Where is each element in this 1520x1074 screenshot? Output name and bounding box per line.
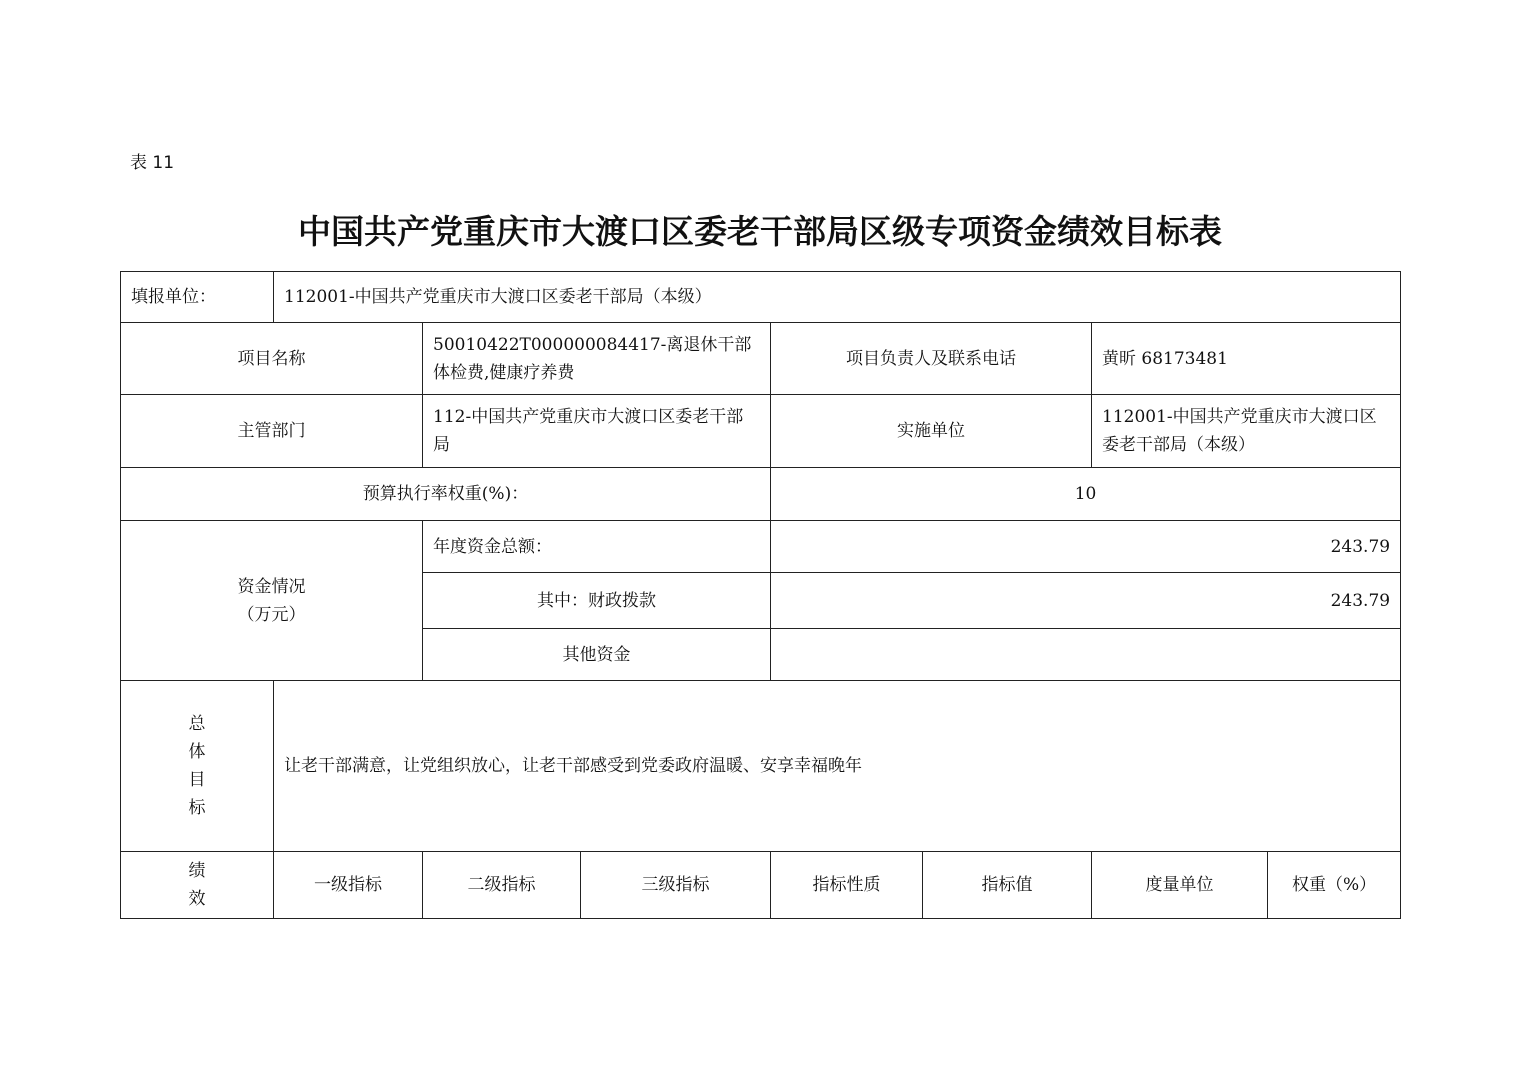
performance-label-char: 效: [188, 889, 206, 909]
project-row: [121, 323, 1401, 395]
funds-label-line1: 资金情况: [237, 576, 306, 597]
header-measure-unit: 度量单位: [1092, 852, 1268, 919]
dept-row: [121, 395, 1401, 468]
project-name-value: 50010422T000000084417-离退休干部体检费,健康疗养费: [423, 323, 771, 395]
funds-fiscal-value: 243.79: [771, 573, 1401, 629]
funds-total-label: 年度资金总额：: [423, 521, 771, 573]
unit-row: [121, 272, 1401, 323]
impl-unit-value: 112001-中国共产党重庆市大渡口区委老干部局（本级）: [1092, 395, 1401, 468]
project-contact-label: 项目负责人及联系电话: [771, 323, 1092, 395]
unit-value: 112001-中国共产党重庆市大渡口区委老干部局（本级）: [274, 272, 1401, 323]
goal-value: 让老干部满意，让党组织放心，让老干部感受到党委政府温暖、安享幸福晚年: [274, 681, 1401, 852]
header-indicator-nature: 指标性质: [771, 852, 923, 919]
budget-weight-row: [121, 468, 1401, 521]
funds-total-row: [121, 521, 1401, 573]
project-name-label: 项目名称: [121, 323, 423, 395]
unit-label: 填报单位：: [121, 272, 274, 323]
performance-label: [121, 852, 274, 919]
table-number-label: 表 11: [130, 153, 175, 173]
funds-total-value: 243.79: [771, 521, 1401, 573]
funds-label: [121, 521, 423, 681]
goal-label-char: 标: [188, 798, 206, 818]
project-contact-value: 黄昕 68173481: [1092, 323, 1401, 395]
header-level1-indicator: 一级指标: [274, 852, 423, 919]
funds-other-label: 其他资金: [423, 629, 771, 681]
budget-weight-label: 预算执行率权重(%)：: [121, 468, 771, 521]
impl-unit-label: 实施单位: [771, 395, 1092, 468]
budget-weight-value: 10: [771, 468, 1401, 521]
performance-header-row: [121, 852, 1401, 919]
page-title: 中国共产党重庆市大渡口区委老干部局区级专项资金绩效目标表: [298, 212, 1222, 251]
dept-value: 112-中国共产党重庆市大渡口区委老干部局: [423, 395, 771, 468]
performance-target-table: [120, 271, 1401, 919]
header-level2-indicator: 二级指标: [423, 852, 581, 919]
header-level3-indicator: 三级指标: [581, 852, 771, 919]
goal-label-char: 体: [188, 742, 206, 762]
header-indicator-value: 指标值: [923, 852, 1092, 919]
dept-label: 主管部门: [121, 395, 423, 468]
goal-label-char: 总: [188, 714, 206, 734]
goal-label-char: 目: [188, 770, 206, 790]
funds-other-value: [771, 629, 1401, 681]
funds-fiscal-label: 其中：财政拨款: [423, 573, 771, 629]
performance-label-char: 绩: [188, 861, 206, 881]
goal-row: [121, 681, 1401, 852]
header-weight: 权重（%）: [1268, 852, 1401, 919]
funds-label-line2: （万元）: [237, 604, 306, 625]
goal-label: [121, 681, 274, 852]
